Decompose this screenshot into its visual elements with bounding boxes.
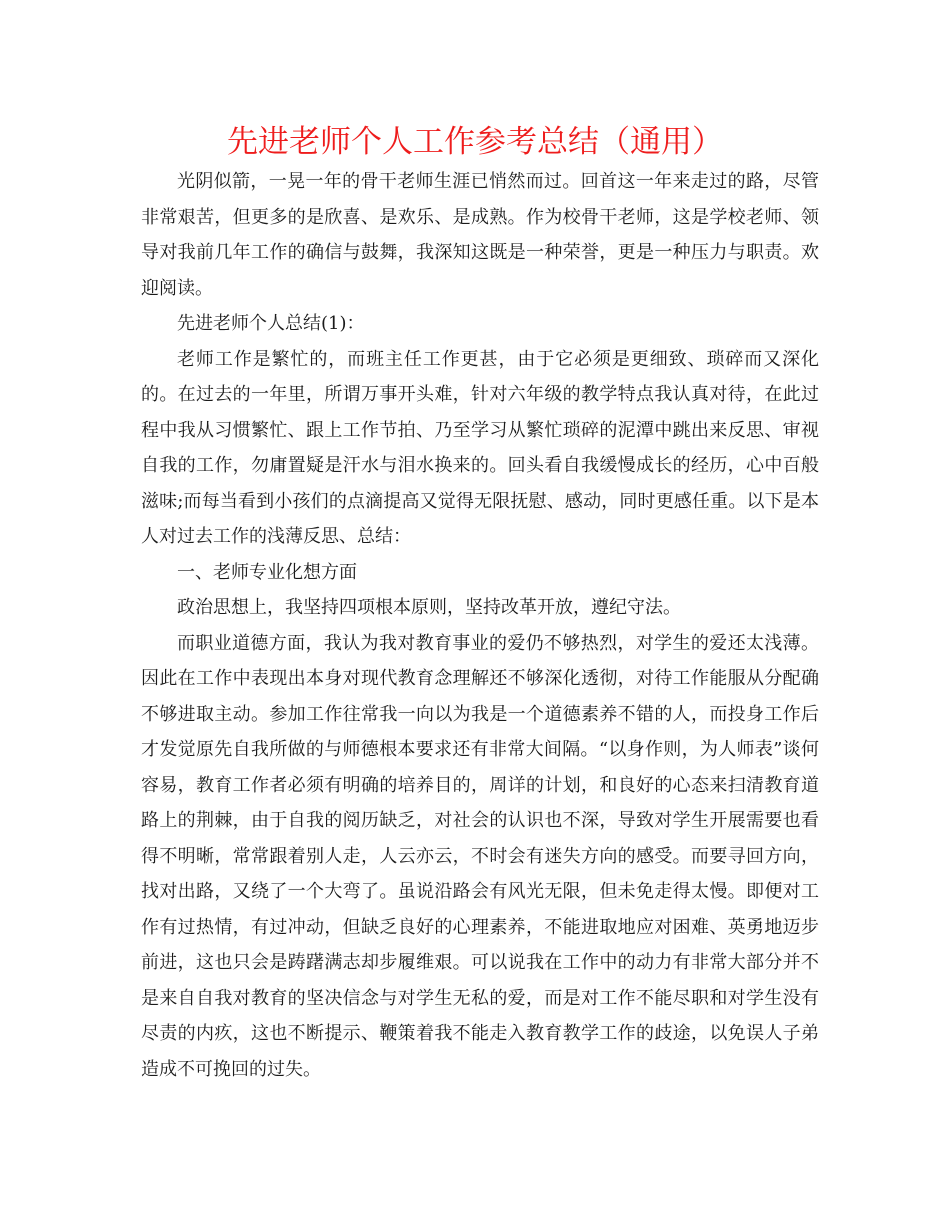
paragraph-section-heading: 先进老师个人总结(1)： <box>177 313 365 334</box>
paragraph-intro: 光阴似箭，一晃一年的骨干老师生涯已悄然而过。回首这一年来走过的路，尽管非常艰苦，但更多的是欣喜、是欢乐、是成熟。作为校骨干老师，这是学校老师、领导对我前几年工作的确信与鼓舞，我深知这既是一种荣誉，更是一种压力与职责。欢迎阅读。 <box>141 171 819 299</box>
document-body <box>141 164 819 1087</box>
paragraph-work-reflection: 老师工作是繁忙的，而班主任工作更甚，由于它必须是更细致、琐碎而又深化的。在过去的一年里，所谓万事开头难，针对六年级的教学特点我认真对待，在此过程中我从习惯繁忙、跟上工作节拍、乃至学习从繁忙琐碎的泥潭中跳出来反思、审视自我的工作，勿庸置疑是汗水与泪水换来的。回头看自我缓慢成长的经历，心中百般滋味;而每当看到小孩们的点滴提高又觉得无限抚慰、感动，同时更感任重。以下是本人对过去工作的浅薄反思、总结： <box>141 348 819 547</box>
page-title: 先进老师个人工作参考总结（通用） <box>227 124 723 160</box>
paragraph-political-thought: 政治思想上，我坚持四项根本原则，坚持改革开放，遵纪守法。 <box>177 597 681 618</box>
paragraph-professional-ethics: 而职业道德方面，我认为我对教育事业的爱仍不够热烈，对学生的爱还太浅薄。因此在工作中表现出本身对现代教育念理解还不够深化透彻，对待工作能服从分配确不够进取主动。参加工作往常我一向以为我是一个道德素养不错的人，而投身工作后才发觉原先自我所做的与师德根本要求还有非常大间隔。“以身作则，为人师表”谈何容易，教育工作者必须有明确的培养目的，周详的计划，和良好的心态来扫清教育道路上的荆棘，由于自我的阅历缺乏，对社会的认识也不深，导致对学生开展需要也看得不明晰，常常跟着别人走，人云亦云，不时会有迷失方向的感受。而要寻回方向，找对出路，又绕了一个大弯了。虽说沿路会有风光无限，但未免走得太慢。即便对工作有过热情，有过冲动，但缺乏良好的心理素养，不能进取地应对困难、英勇地迈步前进，这也只会是踌躇满志却步履维艰。可以说我在工作中的动力有非常大部分并不是来自自我对教育的坚决信念与对学生无私的爱，而是对工作不能尽职和对学生没有尽责的内疚，这也不断提示、鞭策着我不能走入教育教学工作的歧途，以免误人子弟造成不可挽回的过失。 <box>141 632 819 1080</box>
paragraph-subheading: 一、老师专业化想方面 <box>177 561 357 583</box>
